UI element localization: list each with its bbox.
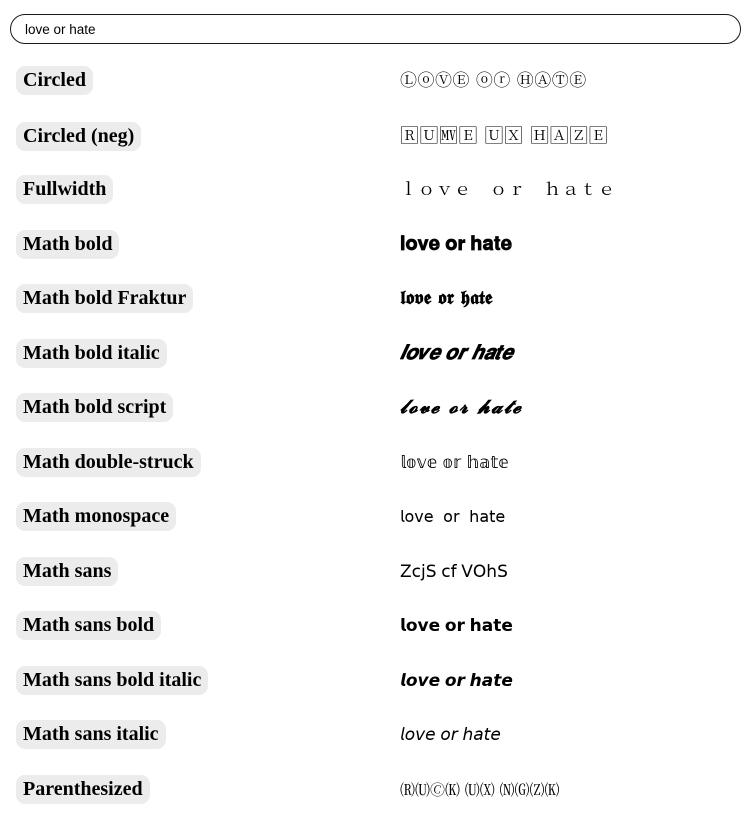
- result-label-cell: [10, 122, 400, 151]
- result-label-cell: [10, 720, 400, 749]
- result-value[interactable]: 𝖑𝖔𝖛𝖊 𝖔𝖗 𝖍𝖆𝖙𝖊: [400, 287, 493, 309]
- result-row: [10, 611, 740, 666]
- result-row: [10, 393, 740, 448]
- result-row: [10, 339, 740, 394]
- result-label-cell: [10, 284, 400, 313]
- result-label: Math bold: [16, 230, 119, 259]
- result-label: Math bold italic: [16, 339, 167, 368]
- result-row: [10, 175, 740, 230]
- result-value[interactable]: 𝗅𝗈𝗏𝖾 𝗈𝗋 𝗁𝖺𝗍𝖾: [400, 507, 506, 526]
- result-row: [10, 448, 740, 503]
- result-value[interactable]: 𝗹𝗼𝘃𝗲 𝗼𝗿 𝗵𝗮𝘁𝗲: [400, 616, 513, 635]
- result-value[interactable]: 🄡🄤🄫🄚 🄤🄧 🄝🄖🄩🄚: [400, 780, 560, 799]
- result-label: Math sans bold italic: [16, 666, 208, 695]
- result-label-cell: [10, 666, 400, 695]
- result-label-cell: [10, 393, 400, 422]
- result-row: [10, 284, 740, 339]
- result-row: [10, 720, 740, 775]
- result-label: Math bold Fraktur: [16, 284, 193, 313]
- result-value[interactable]: ⓁⓞⓋⒺ ⓞⓡ ⒽⒶⓉⒺ: [400, 71, 587, 91]
- result-label-cell: [10, 230, 400, 259]
- result-label: Fullwidth: [16, 175, 113, 204]
- result-row: [10, 666, 740, 721]
- result-label: Math double-struck: [16, 448, 201, 477]
- result-label-cell: [10, 775, 400, 804]
- result-label-cell: [10, 502, 400, 531]
- search-row: [0, 0, 750, 44]
- result-label-cell: [10, 175, 400, 204]
- result-value[interactable]: 𝘭𝘰𝘷𝘦 𝘰𝘳 𝘩𝘢𝘵𝘦: [400, 725, 501, 744]
- result-label-cell: [10, 339, 400, 368]
- result-label: Math sans bold: [16, 611, 161, 640]
- result-value[interactable]: 𝙡𝙤𝙫𝙚 𝙤𝙧 𝙝𝙖𝙩𝙚: [400, 670, 513, 690]
- result-row: [10, 557, 740, 612]
- result-label-cell: [10, 448, 400, 477]
- result-label: Math sans italic: [16, 720, 166, 749]
- result-label-cell: [10, 66, 400, 95]
- result-value[interactable]: 🅁🅄🅋🄴 🅄🅇 🄷🄰🅉🄴: [400, 124, 609, 147]
- result-row: [10, 775, 740, 820]
- search-input[interactable]: [10, 14, 741, 44]
- results-list: [0, 66, 750, 820]
- result-label: Math bold script: [16, 393, 173, 422]
- result-value[interactable]: ｌｏｖｅ ｏｒ ｈａｔｅ: [400, 180, 616, 200]
- result-label-cell: [10, 611, 400, 640]
- result-value[interactable]: 𝖹𝖼𝗃𝖲 𝖼𝖿 𝖵𝖮𝗁𝖲: [400, 561, 508, 581]
- result-row: [10, 230, 740, 285]
- result-row: [10, 66, 740, 121]
- result-label: Parenthesized: [16, 775, 150, 804]
- result-row: [10, 502, 740, 557]
- result-value[interactable]: 𝕝𝕠𝕧𝕖 𝕠𝕣 𝕙𝕒𝕥𝕖: [400, 452, 509, 473]
- result-value[interactable]: 𝒍𝒐𝒗𝒆 𝒐𝒓 𝒉𝒂𝒕𝒆: [400, 341, 514, 364]
- result-label: Circled (neg): [16, 122, 141, 151]
- result-value[interactable]: 𝓵𝓸𝓿𝓮 𝓸𝓻 𝓱𝓪𝓽𝓮: [400, 396, 523, 418]
- result-value[interactable]: 𝐥𝐨𝐯𝐞 𝐨𝐫 𝐡𝐚𝐭𝐞: [400, 232, 513, 255]
- result-row: [10, 121, 740, 176]
- result-label: Circled: [16, 66, 93, 95]
- result-label: Math sans: [16, 557, 118, 586]
- result-label-cell: [10, 557, 400, 586]
- result-label: Math monospace: [16, 502, 176, 531]
